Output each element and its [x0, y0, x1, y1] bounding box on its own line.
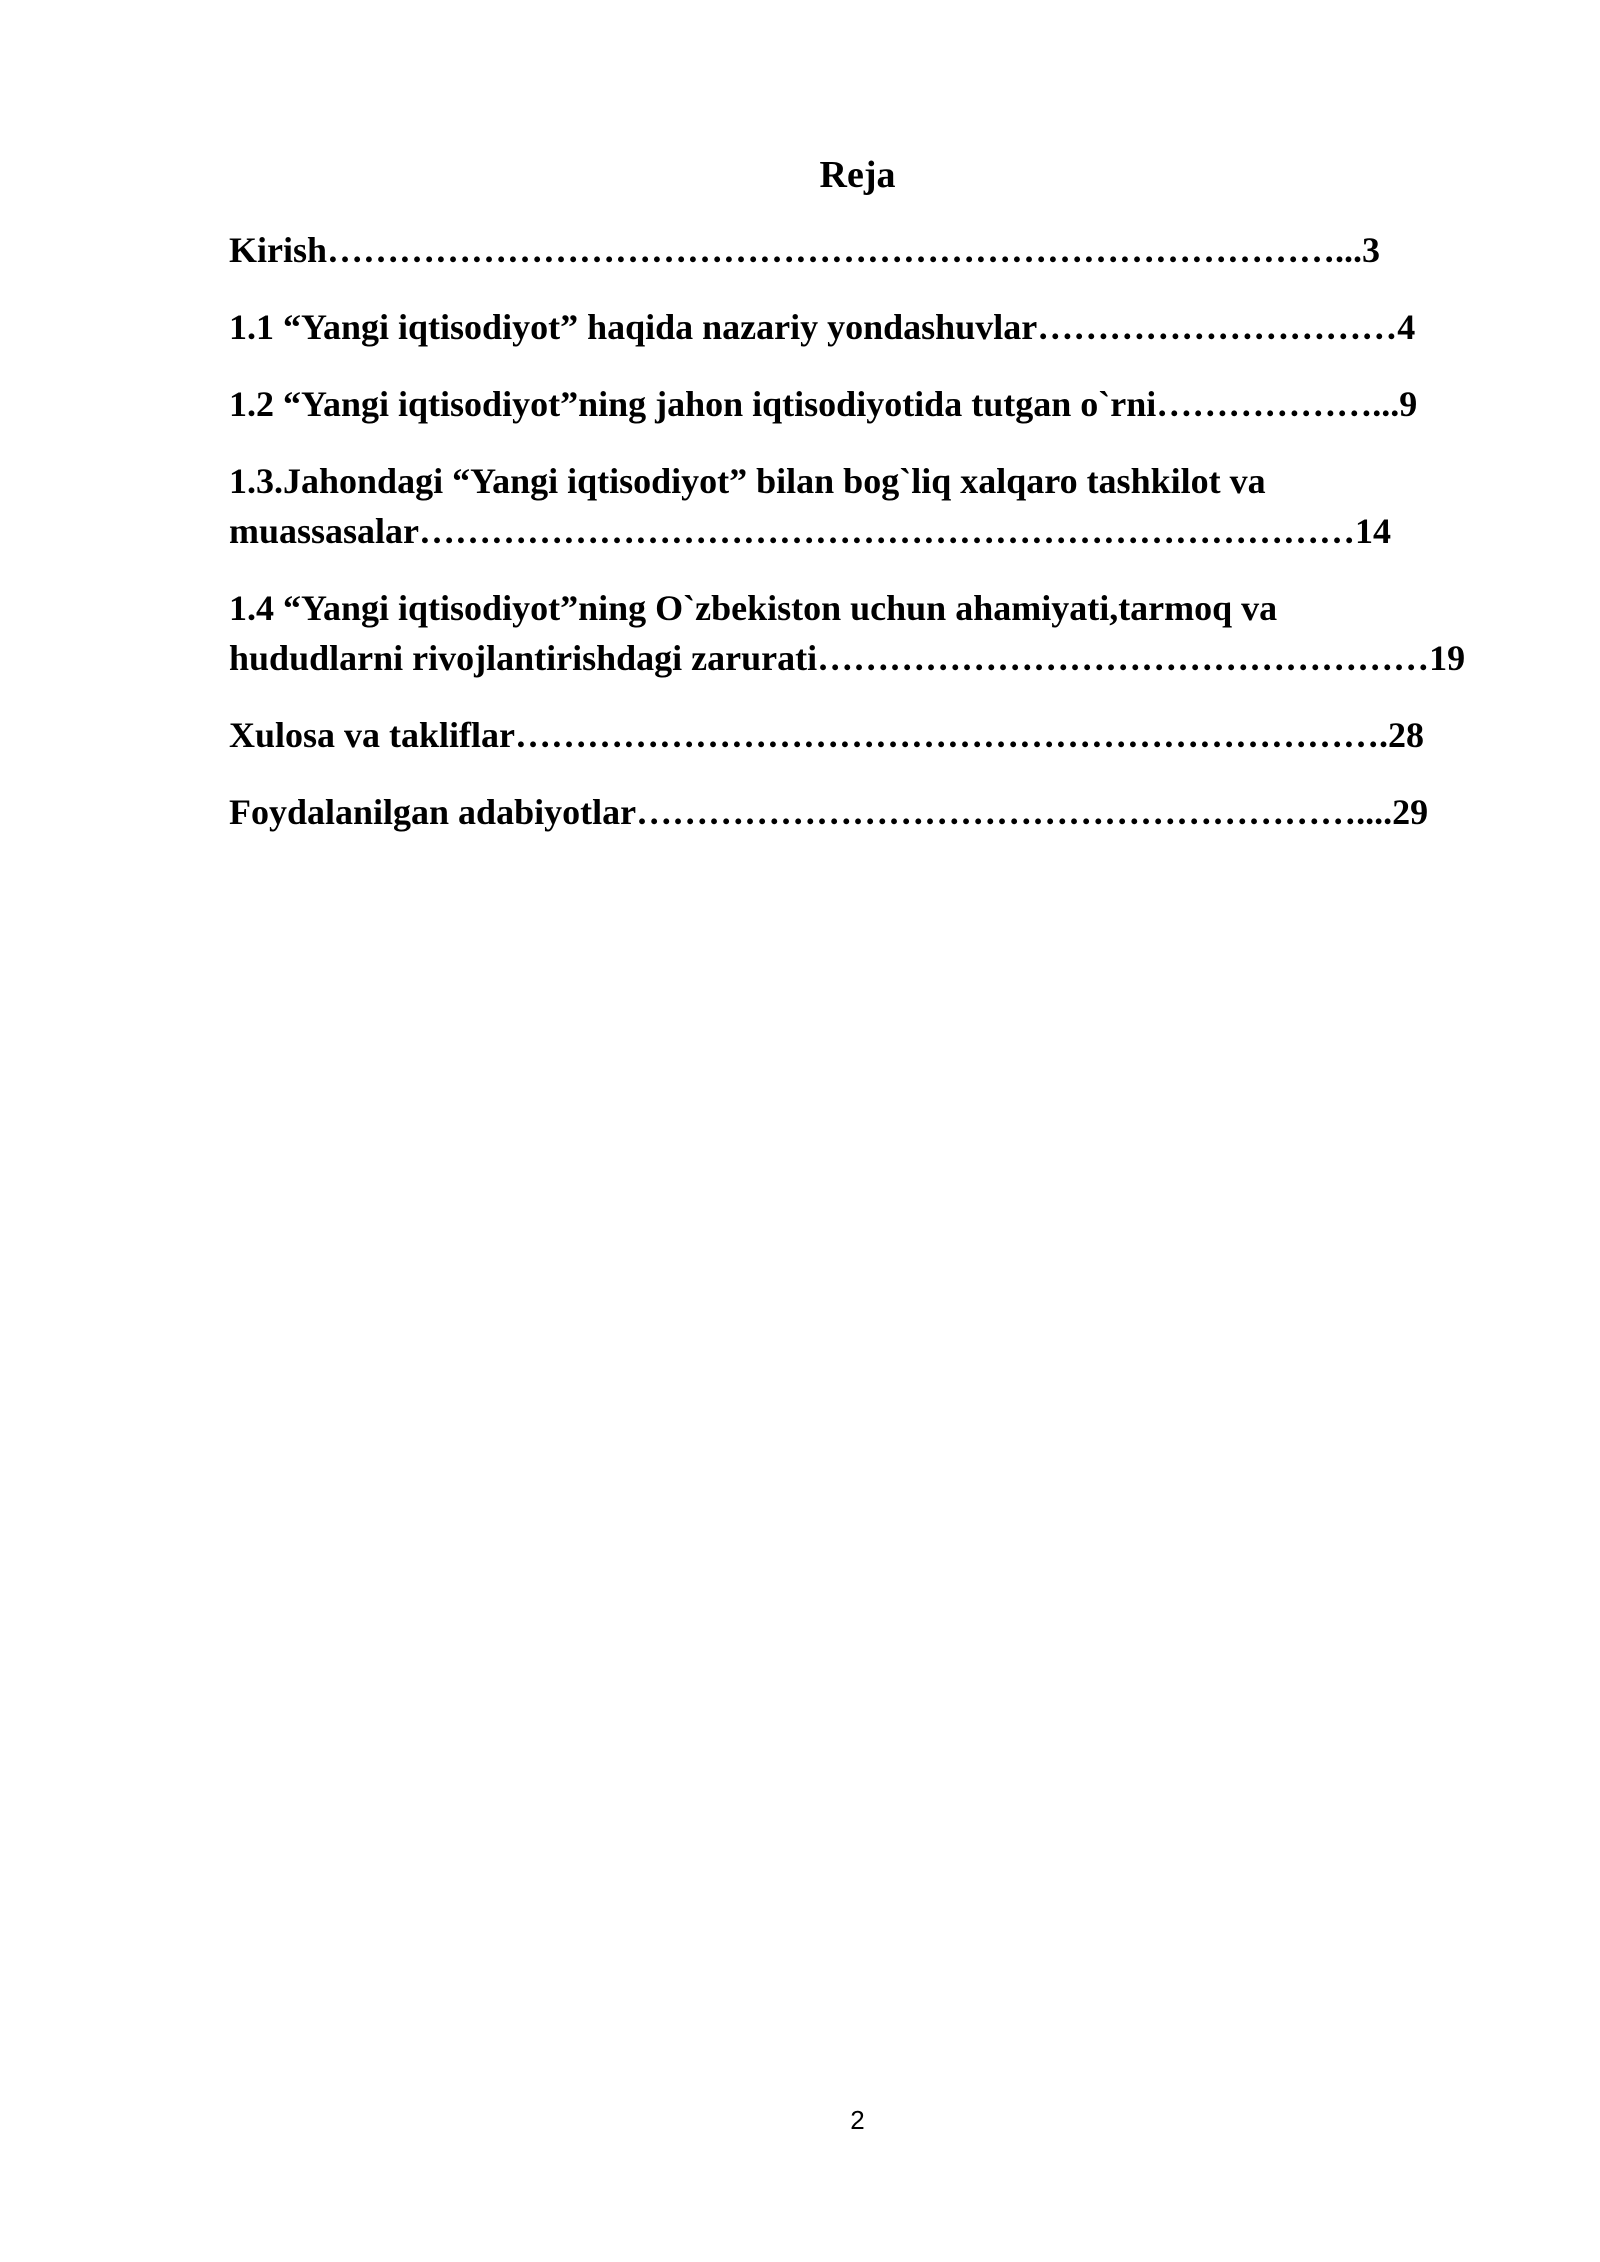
toc-entry-text: muassasalar……………………………………………………………………14: [229, 511, 1392, 551]
toc-entry-kirish: [229, 225, 1484, 275]
toc-entry-text: 1.4 “Yangi iqtisodiyot”ning O`zbekiston uchun ahamiyati,tarmoq va: [229, 588, 1278, 628]
toc-entry-text: Kirish…………………………………………………………………………...3: [229, 230, 1381, 270]
page-title: Reja: [819, 154, 896, 196]
table-of-contents: [229, 225, 1484, 864]
toc-entry-text: 1.3.Jahondagi “Yangi iqtisodiyot” bilan bog`liq xalqaro tashkilot va: [229, 461, 1266, 501]
page-number: 2: [850, 2105, 865, 2135]
toc-entry-1-4: [229, 583, 1484, 683]
toc-entry-text: hududlarni rivojlantirishdagi zarurati……………………………………………19: [229, 638, 1466, 678]
toc-entry-adabiyotlar: [229, 787, 1484, 837]
toc-entry-text: Xulosa va takliflar……………………………………………………………….28: [229, 715, 1425, 755]
toc-entry-1-2: [229, 379, 1484, 429]
toc-entry-1-1: [229, 302, 1484, 352]
toc-entry-xulosa: [229, 710, 1484, 760]
toc-entry-text: 1.2 “Yangi iqtisodiyot”ning jahon iqtisodiyotida tutgan o`rni………………...9: [229, 384, 1418, 424]
toc-entry-1-3: [229, 456, 1484, 556]
toc-entry-text: Foydalanilgan adabiyotlar……………………………………………………....29: [229, 792, 1429, 832]
toc-entry-text: 1.1 “Yangi iqtisodiyot” haqida nazariy yondashuvlar…………………………4: [229, 307, 1416, 347]
